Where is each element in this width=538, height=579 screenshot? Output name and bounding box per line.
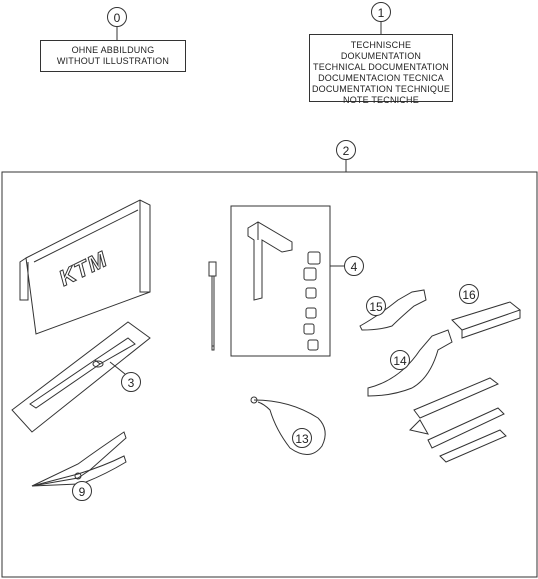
item-16-drawing: [452, 302, 520, 338]
callout-15: 15: [366, 296, 386, 316]
note-line-en: WITHOUT ILLUSTRATION: [56, 56, 170, 66]
doc-line-it: NOTE TECNICHE: [343, 95, 419, 105]
doc-line-es: DOCUMENTACION TECNICA: [318, 73, 444, 83]
without-illustration-note: [40, 40, 186, 72]
note-line-de: OHNE ABBILDUNG: [71, 45, 155, 55]
ktm-logo: KTM: [54, 246, 112, 291]
callout-4: 4: [344, 256, 364, 276]
callout-0: 0: [107, 7, 127, 27]
bits-drawing: [304, 252, 320, 350]
doc-line-fr: DOCUMENTATION TECHNIQUE: [311, 84, 451, 94]
hook-wrench-14-drawing: [368, 330, 452, 396]
bit-set-box: [231, 206, 330, 356]
callout-2: 2: [336, 140, 356, 160]
technical-documentation-note: [309, 34, 453, 105]
doc-line-de: TECHNISCHE DOKUMENTATION: [340, 40, 422, 61]
callout-3: 3: [121, 372, 141, 392]
callout-1: 1: [371, 2, 391, 22]
pliers-drawing: [32, 432, 126, 486]
callout-9: 9: [72, 481, 92, 501]
t-handle-drawing: [248, 222, 292, 300]
callout-16: 16: [459, 284, 479, 304]
callout-14: 14: [390, 350, 410, 370]
doc-line-en: TECHNICAL DOCUMENTATION: [313, 62, 449, 72]
callout-13: 13: [292, 428, 312, 448]
extension-bar-drawing: [209, 262, 216, 350]
open-end-wrenches-drawing: [410, 378, 506, 462]
cable-13-drawing: [251, 397, 325, 455]
